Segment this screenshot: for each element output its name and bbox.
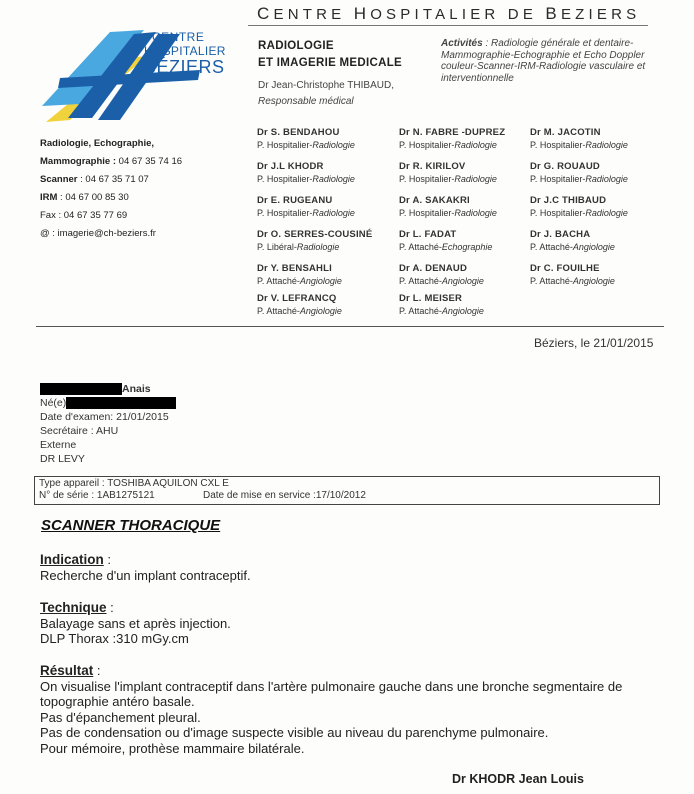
header-rule: [248, 25, 648, 26]
doctor-entry: Dr J.C THIBAUD P. Hospitalier-Radiologie: [530, 195, 628, 218]
secretary: Secrétaire : AHU: [40, 425, 119, 437]
result-line: Pas d'épanchement pleural.: [40, 709, 201, 725]
logo-text: [144, 30, 226, 77]
referring-doctor: DR LEVY: [40, 453, 85, 465]
doctor-entry: Dr A. SAKAKRI P. Hospitalier-Radiologie: [399, 195, 497, 218]
contact-services: Radiologie, Echographie,: [40, 138, 155, 149]
signature: Dr KHODR Jean Louis: [452, 772, 584, 786]
logo-text-line1: CENTRE: [152, 30, 205, 44]
indication-text: Recherche d'un implant contraceptif.: [40, 567, 251, 583]
indication-section: Indication : Recherche d'un implant contraceptif.: [40, 552, 251, 583]
result-heading: Résultat: [40, 663, 94, 678]
doctor-entry: Dr J. BACHA P. Attaché-Angiologie: [530, 229, 615, 252]
doctor-entry: Dr S. BENDAHOU P. Hospitalier-Radiologie: [257, 127, 355, 150]
dept-line2: ET IMAGERIE MEDICALE: [258, 57, 403, 69]
doctor-entry: Dr Y. BENSAHLI P. Attaché-Angiologie: [257, 263, 342, 286]
doctor-entry: Dr L. FADAT P. Attaché-Echographie: [399, 229, 493, 252]
logo-text-line2: HOSPITALIER: [144, 44, 226, 58]
patient-name: Anais: [40, 382, 176, 396]
contact-scanner: Scanner : 04 67 35 71 07: [40, 174, 149, 185]
activities-label: Activités: [441, 38, 483, 49]
patient-status: Externe: [40, 439, 77, 451]
chief-name: Dr Jean-Christophe THIBAUD,: [258, 80, 394, 91]
doctor-entry: Dr J.L KHODR P. Hospitalier-Radiologie: [257, 161, 355, 184]
exam-date: Date d'examen: 21/01/2015: [40, 411, 169, 423]
doctor-entry: Dr C. FOUILHE P. Attaché-Angiologie: [530, 263, 615, 286]
logo-text-line3: BÉZIERS: [144, 57, 225, 77]
patient-born: Né(e): [40, 396, 176, 410]
technique-line: Balayage sans et après injection.: [40, 615, 231, 631]
header-separator: [36, 326, 664, 327]
doctor-entry: Dr N. FABRE -DUPREZ P. Hospitalier-Radiologie: [399, 127, 506, 150]
result-section: Résultat : On visualise l'implant contraceptif dans l'artère pulmonaire gauche dans une bronche segmentaire de topographie antéro basale. Pas d'épanchement pleural. Pas de condensation ou d'image suspecte visible au niveau du parenchyme pulmonaire. Pour mémoire, prothèse mammaire bilatérale.: [40, 663, 623, 756]
doctor-entry: Dr V. LEFRANCQ P. Attaché-Angiologie: [257, 293, 342, 316]
patient-block: [40, 382, 176, 466]
contact-email: @ : imagerie@ch-beziers.fr: [40, 228, 156, 239]
result-line: Pour mémoire, prothèse mammaire bilatérale.: [40, 740, 305, 756]
doctor-entry: Dr M. JACOTIN P. Hospitalier-Radiologie: [530, 127, 628, 150]
chief-physician: [258, 78, 394, 110]
activities-text: : Radiologie générale et dentaire-Mammographie-Echographie et Echo Doppler couleur-Scanner-IRM-Radiologie vasculaire et interventionnelle: [441, 38, 646, 84]
contact-block: [40, 135, 182, 243]
letter-date: Béziers, le 21/01/2015: [534, 336, 654, 350]
technique-section: Technique : Balayage sans et après injection. DLP Thorax :310 mGy.cm: [40, 600, 231, 646]
doctor-entry: Dr O. SERRES-COUSINÉ P. Libéral-Radiologie: [257, 229, 373, 252]
redacted-surname: [40, 383, 122, 395]
doctor-entry: Dr A. DENAUD P. Attaché-Angiologie: [399, 263, 484, 286]
result-line: On visualise l'implant contraceptif dans l'artère pulmonaire gauche dans une bronche segmentaire de: [40, 678, 623, 694]
doctor-entry: Dr R. KIRILOV P. Hospitalier-Radiologie: [399, 161, 497, 184]
report-title: SCANNER THORACIQUE: [41, 517, 221, 534]
chief-role: Responsable médical: [258, 96, 354, 107]
device-type: Type appareil : TOSHIBA AQUILON CXL E: [39, 478, 229, 489]
doctor-entry: Dr E. RUGEANU P. Hospitalier-Radiologie: [257, 195, 355, 218]
result-line: Pas de condensation ou d'image suspecte visible au niveau du parenchyme pulmonaire.: [40, 725, 549, 740]
device-info-box: [34, 476, 660, 505]
device-service-date: Date de mise en service :17/10/2012: [203, 490, 366, 501]
doctor-entry: Dr L. MEISER P. Attaché-Angiologie: [399, 293, 484, 316]
contact-fax: Fax : 04 67 35 77 69: [40, 210, 128, 221]
redacted-birthdate: [66, 397, 176, 409]
contact-mammo: Mammographie : 04 67 35 74 16: [40, 156, 183, 167]
technique-heading: Technique: [40, 600, 107, 615]
dept-line1: RADIOLOGIE: [258, 40, 334, 52]
device-serial: N° de série : 1AB1275121: [39, 490, 155, 501]
technique-line: DLP Thorax :310 mGy.cm: [40, 631, 189, 646]
hospital-title: CENTRE HOSPITALIER DE BEZIERS: [257, 4, 641, 23]
indication-heading: Indication: [40, 552, 104, 567]
activities: [441, 38, 656, 84]
result-line: topographie antéro basale.: [40, 694, 195, 709]
department-name: [258, 38, 402, 72]
contact-irm: IRM : 04 67 00 85 30: [40, 192, 129, 203]
doctor-entry: Dr G. ROUAUD P. Hospitalier-Radiologie: [530, 161, 628, 184]
